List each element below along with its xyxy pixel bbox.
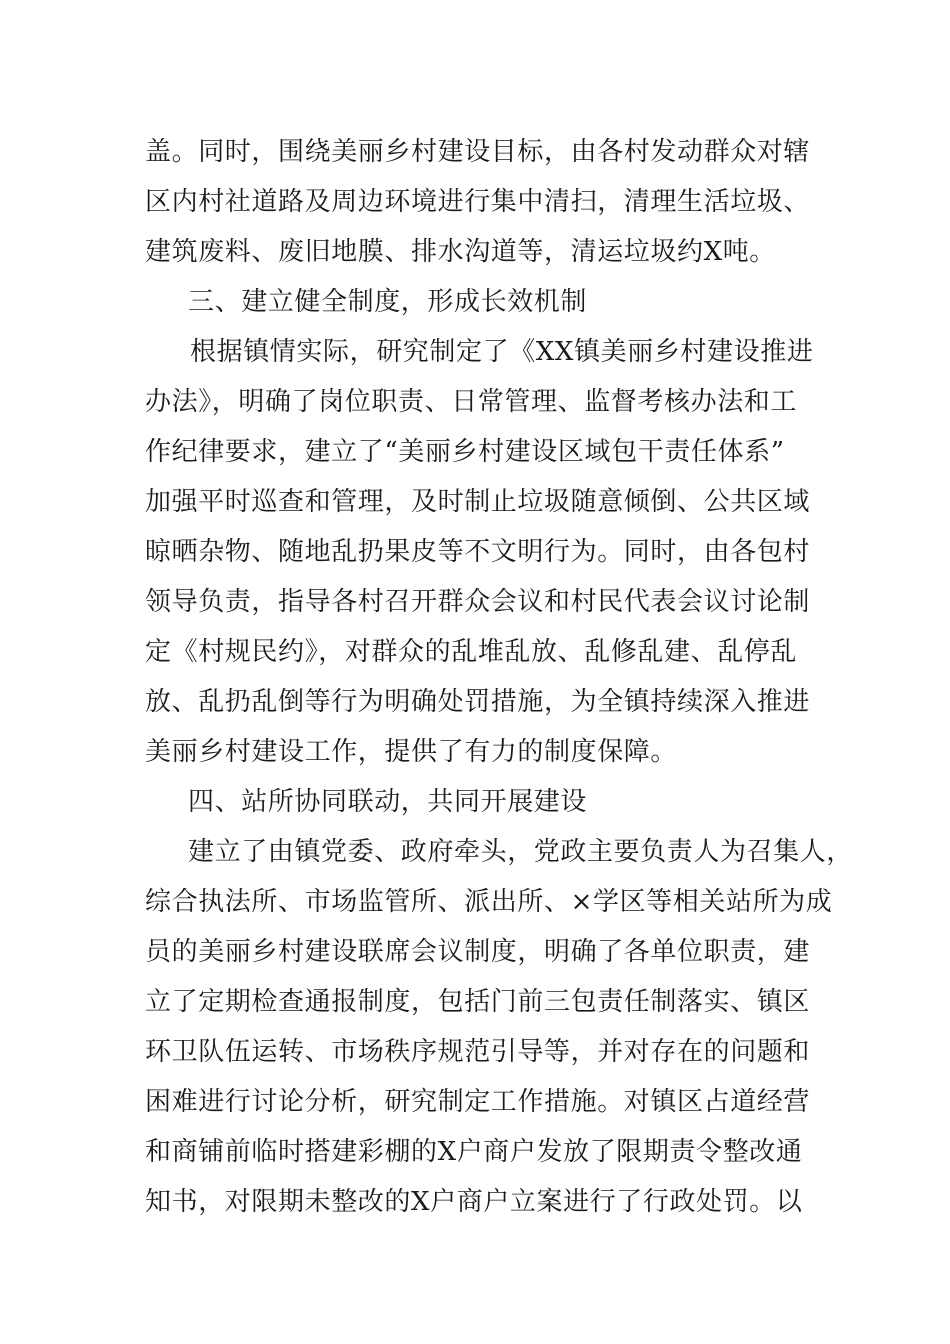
text-line: 区内村社道路及周边环境进行集中清扫，清理生活垃圾、 xyxy=(145,187,811,217)
text-line: 综合执法所、市场监管所、派出所、×学区等相关站所为成 xyxy=(145,887,833,917)
text-line: 和商铺前临时搭建彩棚的X户商户发放了限期责令整改通 xyxy=(145,1137,803,1167)
text-line: 环卫队伍运转、市场秩序规范引导等，并对存在的问题和 xyxy=(145,1037,811,1067)
text-line: 定《村规民约》，对群众的乱堆乱放、乱修乱建、乱停乱 xyxy=(145,637,798,667)
text-line: 作纪律要求，建立了“美丽乡村建设区域包干责任体系” xyxy=(145,437,785,467)
text-line: 晾晒杂物、随地乱扔果皮等不文明行为。同时，由各包村 xyxy=(145,537,811,567)
paragraph-start: 建立了由镇党委、政府牵头，党政主要负责人为召集人， xyxy=(188,837,854,867)
section-heading: 三、建立健全制度，形成长效机制 xyxy=(188,287,588,317)
section-heading: 四、站所协同联动，共同开展建设 xyxy=(188,787,588,817)
text-line: 领导负责，指导各村召开群众会议和村民代表会议讨论制 xyxy=(145,587,811,617)
text-line: 立了定期检查通报制度，包括门前三包责任制落实、镇区 xyxy=(145,987,811,1017)
text-line: 放、乱扔乱倒等行为明确处罚措施，为全镇持续深入推进 xyxy=(145,687,811,717)
text-line: 美丽乡村建设工作，提供了有力的制度保障。 xyxy=(145,737,678,767)
paragraph-start: 根据镇情实际，研究制定了《XX镇美丽乡村建设推进 xyxy=(190,337,814,367)
text-line: 知书，对限期未整改的X户商户立案进行了行政处罚。以 xyxy=(145,1187,803,1217)
text-line: 盖。同时，围绕美丽乡村建设目标，由各村发动群众对辖 xyxy=(145,137,811,167)
text-line: 加强平时巡查和管理，及时制止垃圾随意倾倒、公共区域 xyxy=(145,487,811,517)
text-line: 困难进行讨论分析，研究制定工作措施。对镇区占道经营 xyxy=(145,1087,811,1117)
text-line: 员的美丽乡村建设联席会议制度，明确了各单位职责，建 xyxy=(145,937,811,967)
text-line: 建筑废料、废旧地膜、排水沟道等，清运垃圾约X吨。 xyxy=(145,237,776,267)
text-line: 办法》，明确了岗位职责、日常管理、监督考核办法和工 xyxy=(145,387,798,417)
